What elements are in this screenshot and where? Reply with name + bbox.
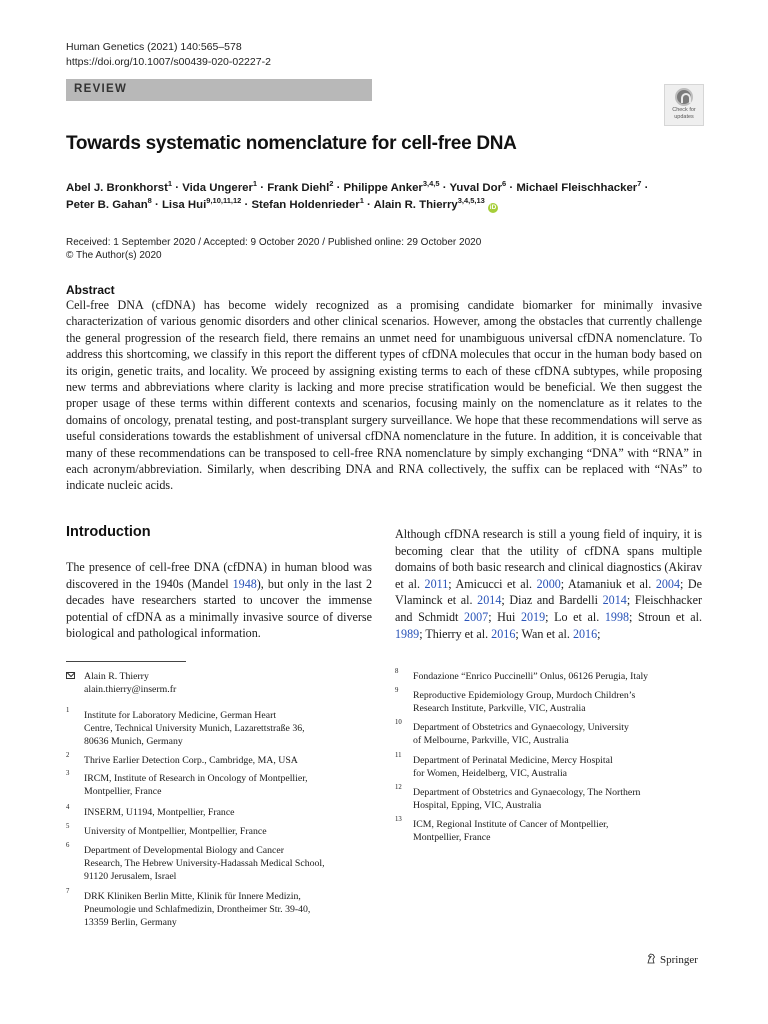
affiliation-line: DRK Kliniken Berlin Mitte, Klinik für Innere Medizin, (84, 891, 301, 902)
affiliation-line: Thrive Earlier Detection Corp., Cambridge, MA, USA (84, 755, 298, 766)
affiliation-number: 11 (395, 752, 402, 759)
author-name[interactable]: Abel J. Bronkhorst (66, 182, 168, 194)
author-affiliation-marker: 3,4,5 (422, 179, 440, 188)
author-affiliation-marker: 2 (329, 179, 334, 188)
affiliation-text (413, 818, 609, 844)
body-text: The presence of cell-free DNA (cfDNA) in human blood was discovered in the 1940s (Mandel (66, 560, 372, 591)
author-name[interactable]: Stefan Holdenrieder (251, 199, 360, 211)
journal-info (66, 40, 271, 70)
affiliation-text (84, 754, 298, 767)
author-name[interactable]: Vida Ungerer (182, 182, 253, 194)
affiliation-line: of Melbourne, Parkville, VIC, Australia (413, 735, 569, 747)
body-text: ; Thierry et al. (419, 626, 492, 641)
footnote-divider (66, 661, 186, 662)
publication-history: Received: 1 September 2020 / Accepted: 9 October 2020 / Published online: 29 October 2020 (66, 237, 482, 248)
author-name[interactable]: Yuval Dor (449, 182, 503, 194)
author-affiliation-marker: 3,4,5,13 (457, 196, 485, 205)
affiliation-line: 13359 Berlin, Germany (84, 917, 177, 929)
affiliation-number: 3 (66, 770, 70, 777)
body-text: Although cfDNA research is still a young field of inquiry, it is becoming clear that the utility of cfDNA spans multiple domains of both basic research and clinical diagnostics (Akirav et al. (395, 527, 702, 591)
introduction-left-column (66, 559, 372, 642)
affiliation-line: Pneumologie und Schlafmedizin, Drontheimer Str. 39-40, (84, 904, 311, 916)
journal-citation: Human Genetics (2021) 140:565–578 (66, 41, 242, 53)
affiliation-line: Institute for Laboratory Medicine, German Heart (84, 710, 277, 721)
article-type-banner (66, 79, 372, 101)
affiliation-line: for Women, Heidelberg, VIC, Australia (413, 768, 568, 780)
affiliation-line: Fondazione “Enrico Puccinelli” Onlus, 06126 Perugia, Italy (413, 671, 649, 682)
citation-link[interactable]: 1998 (604, 609, 630, 624)
affiliation-line: Department of Developmental Biology and Cancer (84, 845, 284, 856)
author-affiliation-marker: 1 (252, 179, 258, 188)
affiliation-line: Department of Perinatal Medicine, Mercy Hospital (413, 755, 613, 766)
author-name[interactable]: Alain R. Thierry (373, 199, 458, 211)
affiliation-line: INSERM, U1194, Montpellier, France (84, 807, 235, 818)
affiliation-text (413, 786, 640, 812)
body-text: ; Fleischhacker and Schmidt (395, 593, 702, 624)
affiliation-line: Montpellier, France (84, 786, 162, 798)
author-affiliation-marker: 7 (637, 179, 642, 188)
affiliation-text (84, 709, 305, 749)
affiliation-line: University of Montpellier, Montpellier, France (84, 826, 267, 837)
citation-link[interactable]: 2004 (655, 576, 680, 591)
affiliation-number: 6 (66, 842, 70, 849)
body-text: ; Amicucci et al. (448, 576, 537, 591)
author-name[interactable]: Peter B. Gahan (66, 199, 148, 211)
author-affiliation-marker: 1 (167, 179, 173, 188)
affiliation-text (413, 754, 613, 780)
affiliation-number: 4 (66, 804, 70, 811)
citation-link[interactable]: 2014 (602, 593, 627, 608)
affiliation-line: Research Institute, Parkville, VIC, Australia (413, 703, 586, 715)
publisher-logo (646, 953, 698, 966)
affiliation-line: 80636 Munich, Germany (84, 736, 183, 748)
copyright-notice: © The Author(s) 2020 (66, 250, 162, 261)
affiliation-text (413, 721, 629, 747)
body-text: ; Wan et al. (515, 626, 573, 641)
citation-link[interactable]: 2007 (464, 609, 489, 624)
author-affiliation-marker: 8 (147, 196, 152, 205)
affiliation-number: 1 (66, 707, 70, 714)
body-text: ; De Vlaminck et al. (395, 576, 702, 608)
affiliation-line: Reproductive Epidemiology Group, Murdoch Children’s (413, 690, 636, 701)
citation-link[interactable]: 2016 (491, 626, 516, 641)
affiliation-text (84, 844, 325, 884)
check-for-updates-badge[interactable] (664, 84, 704, 126)
corresponding-author-email[interactable]: alain.thierry@inserm.fr (84, 684, 177, 696)
affiliation-line: 91120 Jerusalem, Israel (84, 871, 177, 883)
author-list: Abel J. Bronkhorst$^1$ · Vida Ungerer$^1$ · Frank Diehl$^2$ · Philippe Anker$^{3,4,5}$ · Yuval Dor$^6$ · Michael Fleischhacker$^7$ · Peter B. Gahan$^8$ · Lisa Hui$^{9,10,11,12}$ · Stefan Holdenrieder$^1$ · Alain R. Thierry$^{3,4,5,13}$ iD (66, 179, 649, 211)
body-text: ; Diaz and Bardelli (501, 593, 603, 608)
citation-link[interactable]: 2014 (477, 593, 502, 608)
citation-link[interactable]: 1989 (395, 626, 420, 641)
affiliation-line: Montpellier, France (413, 832, 491, 844)
affiliation-text (84, 772, 308, 798)
body-text: ), but only in the last 2 decades have researchers started to uncover the immense potential of cfDNA as a minimally invasive source of diverse biological and pathological information. (66, 576, 372, 641)
introduction-heading: Introduction (66, 524, 151, 540)
affiliation-text (84, 825, 267, 838)
publication-dates (66, 236, 481, 262)
body-text: ; Lo et al. (545, 609, 605, 624)
author-affiliation-marker: 1 (359, 196, 364, 205)
corresponding-author-name: Alain R. Thierry (84, 671, 149, 682)
springer-chess-knight-icon (646, 953, 656, 964)
affiliation-number: 7 (66, 888, 70, 895)
affiliation-number: 8 (395, 668, 399, 675)
abstract-heading: Abstract (66, 283, 115, 297)
affiliation-line: Hospital, Epping, VIC, Australia (413, 800, 542, 812)
author-name[interactable]: Philippe Anker (343, 182, 423, 194)
author-affiliation-marker: 9,10,11,12 (206, 196, 242, 205)
orcid-icon[interactable]: iD (489, 204, 497, 211)
affiliation-line: ICM, Regional Institute of Cancer of Montpellier, (413, 819, 609, 830)
body-text: ; Stroun et al. (629, 609, 702, 624)
affiliation-number: 12 (395, 784, 402, 791)
body-text: ; (597, 626, 601, 641)
correspondence-block (84, 670, 176, 696)
affiliation-number: 2 (66, 752, 70, 759)
citation-link[interactable]: 2016 (572, 626, 598, 641)
affiliation-line: Department of Obstetrics and Gynaecology, The Northern (413, 787, 641, 798)
affiliation-text (413, 670, 648, 683)
affiliation-text (413, 689, 635, 715)
affiliation-number: 13 (395, 816, 402, 823)
affiliation-number: 9 (395, 687, 399, 694)
introduction-right-column (395, 526, 702, 642)
affiliation-number: 10 (395, 719, 402, 726)
affiliation-line: Centre, Technical University Munich, Lazarettstraße 36, (84, 723, 305, 735)
affiliation-line: Department of Obstetrics and Gynaecology, University (413, 722, 629, 733)
doi-link[interactable]: https://doi.org/10.1007/s00439-020-02227-2 (66, 56, 271, 68)
citation-link[interactable]: 2000 (536, 576, 561, 591)
author-name[interactable]: Michael Fleischhacker (516, 182, 638, 194)
article-title: Towards systematic nomenclature for cell-free DNA (66, 133, 517, 154)
affiliation-line: Research, The Hebrew University-Hadassah Medical School, (84, 858, 325, 870)
publisher-name: Springer (660, 954, 698, 966)
affiliation-text (84, 806, 235, 819)
affiliation-number: 5 (66, 823, 70, 830)
body-text: ; Atamaniuk et al. (560, 576, 656, 591)
check-for-updates-label: Check for updates (672, 107, 696, 120)
affiliation-line: IRCM, Institute of Research in Oncology of Montpellier, (84, 773, 308, 784)
author-name[interactable]: Frank Diehl (267, 182, 330, 194)
body-text: ; Hui (488, 609, 521, 624)
citation-link[interactable]: 2019 (520, 609, 546, 624)
update-check-icon (675, 88, 693, 106)
author-affiliation-marker: 6 (502, 179, 507, 188)
article-type-label: REVIEW (74, 83, 128, 95)
envelope-icon (66, 672, 75, 679)
citation-link[interactable]: 1948 (232, 576, 257, 591)
abstract-text: Cell-free DNA (cfDNA) has become widely recognized as a promising candidate biomarker for minimally invasive characterization of various genomic disorders and other clinical scenarios. However, among the obstacles that currently challenge the general progression of the research field, there remains an unmet need for unambiguous universal cfDNA nomenclature. To address this shortcoming, we classify in this report the different types of cfDNA molecules that occur in the human body based on its origin, genetic traits, and locality. We proceed by assigning existing terms to each of these cfDNA subtypes, while proposing new terms and abbreviations where clarity is lacking and more precise stratification would be beneficial. We then suggest the proper usage of these terms within different contexts and scenarios, focusing mainly on the nomenclature as it relates to the domains of oncology, prenatal testing, and post-transplant surgery surveillance. We hope that these recommendations will serve as useful considerations towards the establishment of universal cfDNA nomenclature in the future. In addition, it is conceivable that many of these recommendations can be transposed to cell-free RNA nomenclature by simply exchanging “DNA” with “RNA” in each acronym/abbreviation. Similarly, when describing DNA and RNA collectively, the suffix can be replaced with “NAs” to indicate nucleic acids. (66, 298, 702, 493)
citation-link[interactable]: 2011 (424, 576, 449, 591)
affiliation-text (84, 890, 310, 930)
author-name[interactable]: Lisa Hui (161, 199, 207, 211)
